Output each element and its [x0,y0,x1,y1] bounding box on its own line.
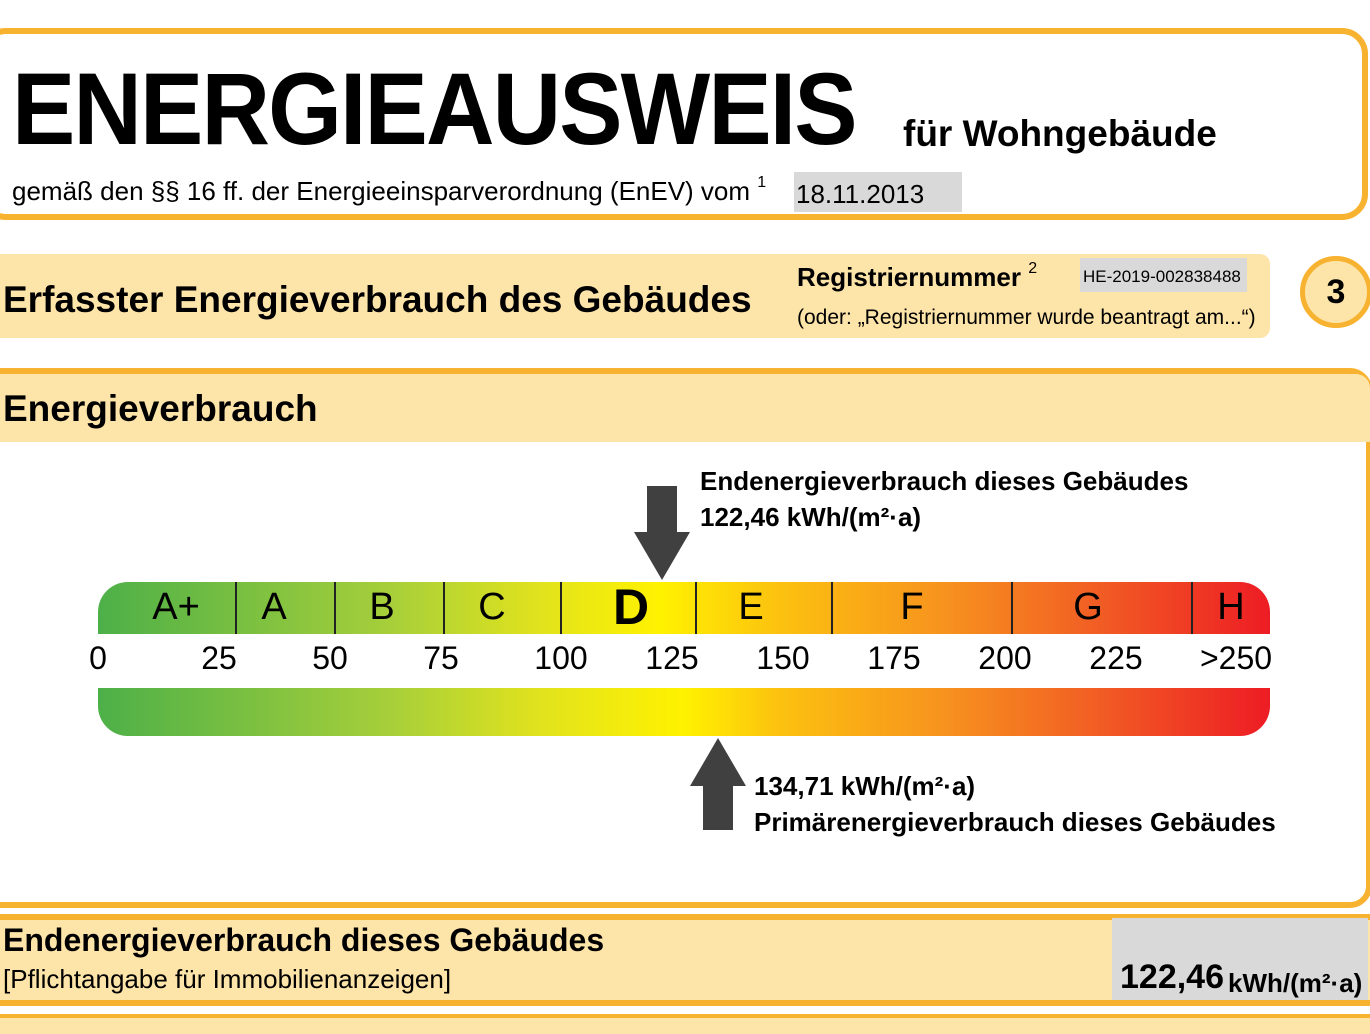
energy-class-h: H [1217,586,1245,628]
registration-label [797,262,1037,293]
energy-class-b: B [369,586,395,628]
document-title: ENERGIEAUSWEIS [12,52,856,166]
class-divider [443,582,445,634]
registration-label-text: Registriernummer [797,262,1021,292]
class-divider [831,582,833,634]
scale-tick-label: 125 [645,640,699,676]
scale-tick-label: 50 [312,640,348,676]
scale-tick-label: 75 [423,640,459,676]
section-heading: Erfasster Energieverbrauch des Gebäudes [3,279,752,320]
class-divider [1011,582,1013,634]
legal-text [12,176,766,207]
document-subtitle: für Wohngebäude [903,113,1217,154]
scale-tick-label: 25 [201,640,237,676]
energy-scale-gradient [98,688,1270,736]
scale-tick-label: >250 [1199,640,1273,676]
scale-tick-label: 150 [756,640,810,676]
scale-tick-label: 175 [867,640,921,676]
scale-tick-label: 100 [534,640,588,676]
class-divider [695,582,697,634]
energy-class-d: D [612,579,650,635]
end-energy-summary-unit: kWh/(m²·a) [1228,968,1363,998]
energy-class-f: F [900,586,924,628]
registration-note: (oder: „Registriernummer wurde beantragt am...“) [797,306,1256,329]
energy-class-a-plus: A+ [152,586,200,628]
end-energy-label: Endenergieverbrauch dieses Gebäudes [700,466,1189,496]
energy-class-a: A [261,586,287,628]
end-energy-summary-title: Endenergieverbrauch dieses Gebäudes [3,922,605,958]
scale-tick-label: 0 [89,640,107,676]
legal-text-body: gemäß den §§ 16 ff. der Energieeinsparverordnung (EnEV) vom [12,176,751,206]
energy-section-title: Energieverbrauch [3,388,318,429]
end-energy-arrow-icon [634,486,690,580]
next-section-strip [0,1014,1370,1034]
class-divider [334,582,336,634]
registration-number-field: HE-2019-002838488 [1080,258,1247,292]
enev-date-field: 18.11.2013 [794,172,962,212]
energy-class-e: E [738,586,764,628]
end-energy-summary-value: 122,46 [1120,958,1224,996]
page-number-badge: 3 [1300,256,1370,328]
scale-tick-label: 225 [1089,640,1143,676]
primary-energy-annotation [754,768,1276,840]
legal-footnote: 1 [757,174,767,191]
energy-class-g: G [1073,586,1103,628]
class-divider [235,582,237,634]
end-energy-summary-note: [Pflichtangabe für Immobilienanzeigen] [3,964,452,994]
end-energy-value: 122,46 kWh/(m²·a) [700,502,922,532]
registration-footnote: 2 [1028,260,1038,277]
primary-energy-arrow-icon [690,738,746,830]
scale-tick-label: 200 [978,640,1032,676]
energy-class-c: C [478,586,506,628]
primary-energy-value: 134,71 kWh/(m²·a) [754,771,976,801]
end-energy-annotation [700,463,1188,535]
primary-energy-label: Primärenergieverbrauch dieses Gebäudes [754,807,1276,837]
class-divider [560,582,562,634]
class-divider [1191,582,1193,634]
